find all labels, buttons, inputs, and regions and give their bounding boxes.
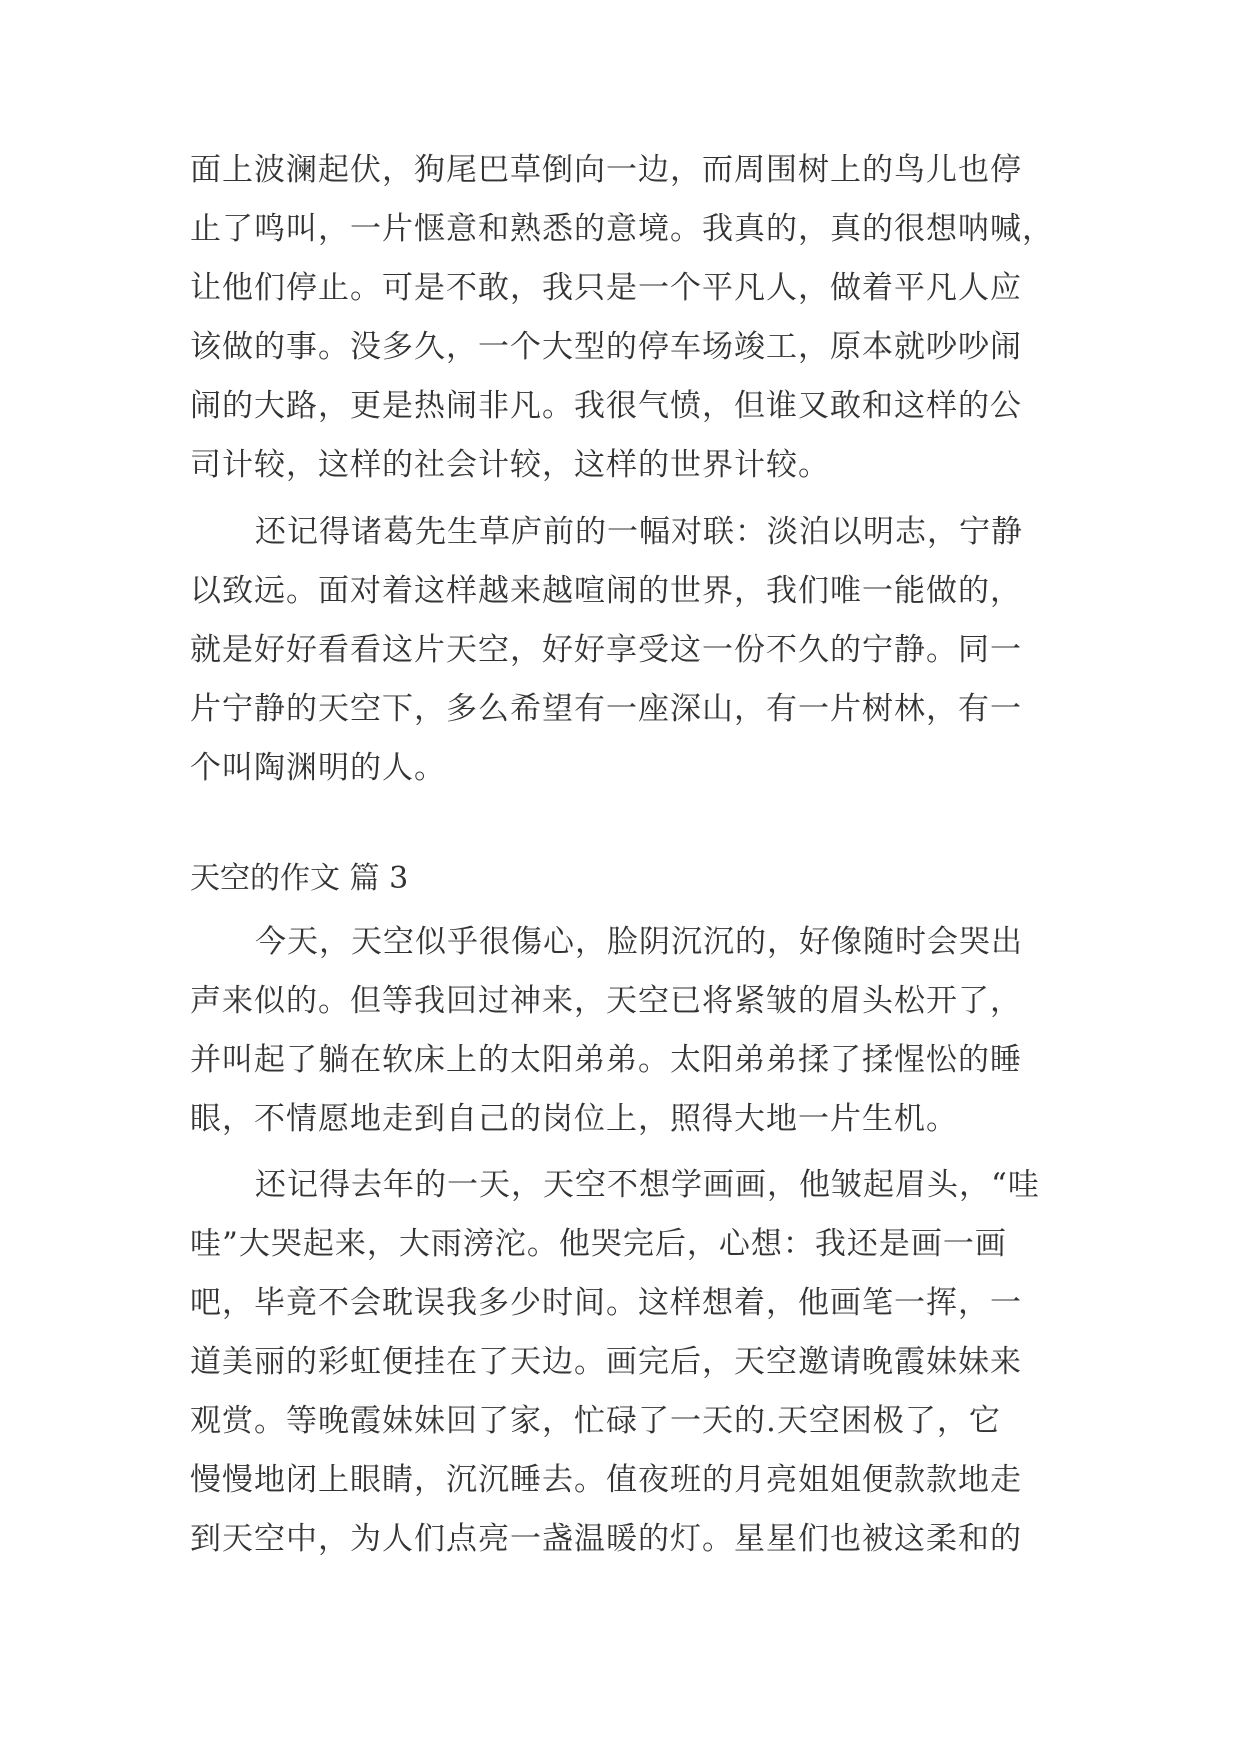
paragraph-line: 还记得去年的一天，天空不想学画画，他皱起眉头，“哇 — [255, 1167, 1040, 1203]
paragraph-line: 并叫起了躺在软床上的太阳弟弟。太阳弟弟揉了揉惺忪的睡 — [190, 1042, 1022, 1078]
paragraph-line: 让他们停止。可是不敢，我只是一个平凡人，做着平凡人应 — [190, 270, 1022, 306]
section-title: 天空的作文 篇 3 — [190, 861, 409, 896]
paragraph-line: 个叫陶渊明的人。 — [190, 750, 446, 786]
paragraph-line: 还记得诸葛先生草庐前的一幅对联：淡泊以明志，宁静 — [255, 514, 1023, 550]
paragraph-line: 慢慢地闭上眼睛，沉沉睡去。值夜班的月亮姐姐便款款地走 — [190, 1462, 1022, 1498]
paragraph-line: 声来似的。但等我回过神来，天空已将紧皱的眉头松开了， — [190, 983, 1022, 1019]
paragraph-line: 片宁静的天空下，多么希望有一座深山，有一片树林，有一 — [190, 691, 1022, 727]
paragraph-line: 面上波澜起伏，狗尾巴草倒向一边，而周围树上的鸟儿也停 — [190, 152, 1022, 188]
paragraph-line: 今天，天空似乎很傷心，脸阴沉沉的，好像随时会哭出 — [255, 924, 1023, 960]
paragraph-line: 就是好好看看这片天空，好好享受这一份不久的宁静。同一 — [190, 632, 1022, 668]
paragraph-line: 该做的事。没多久，一个大型的停车场竣工，原本就吵吵闹 — [190, 329, 1022, 365]
paragraph-line: 吧，毕竟不会耽误我多少时间。这样想着，他画笔一挥，一 — [190, 1285, 1022, 1321]
paragraph-line: 眼，不情愿地走到自己的岗位上，照得大地一片生机。 — [190, 1101, 958, 1137]
paragraph-line: 道美丽的彩虹便挂在了天边。画完后，天空邀请晚霞妹妹来 — [190, 1344, 1022, 1380]
paragraph-line: 哇”大哭起来，大雨滂沱。他哭完后，心想：我还是画一画 — [190, 1226, 1007, 1262]
paragraph-line: 到天空中，为人们点亮一盏温暖的灯。星星们也被这柔和的 — [190, 1521, 1022, 1557]
paragraph-line: 止了鸣叫，一片惬意和熟悉的意境。我真的，真的很想呐喊， — [190, 211, 1054, 247]
paragraph-line: 司计较，这样的社会计较，这样的世界计较。 — [190, 447, 830, 483]
paragraph-line: 观赏。等晚霞妹妹回了家，忙碌了一天的.天空困极了，它 — [190, 1403, 1001, 1439]
paragraph-line: 以致远。面对着这样越来越喧闹的世界，我们唯一能做的， — [190, 573, 1022, 609]
paragraph-line: 闹的大路，更是热闹非凡。我很气愤，但谁又敢和这样的公 — [190, 388, 1022, 424]
